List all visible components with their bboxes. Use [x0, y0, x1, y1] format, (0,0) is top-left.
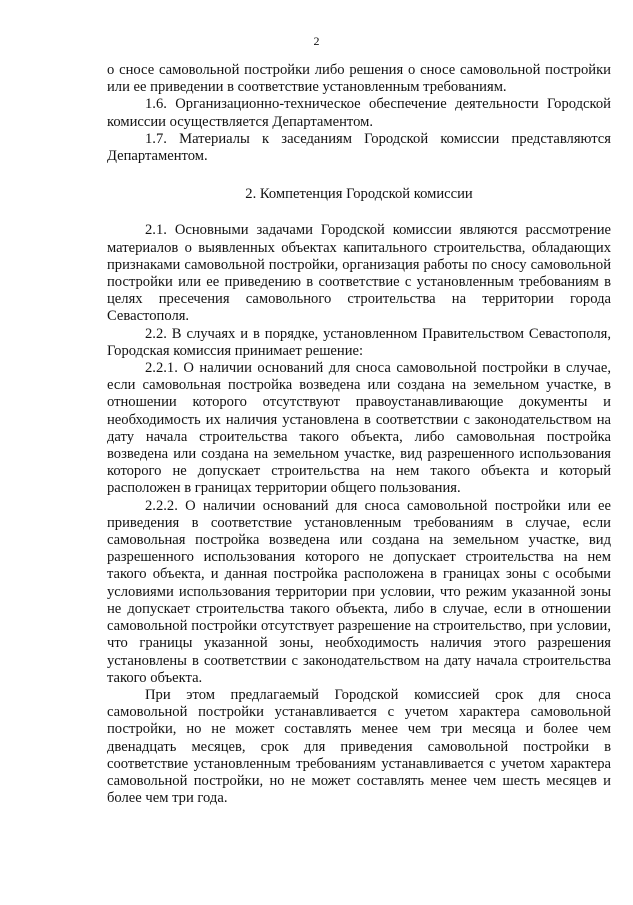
paragraph-2-1: 2.1. Основными задачами Городской комиссии являются рассмотрение материалов о выявленных объектах капитального строительства, обладающих признаками самовольной постройки, организация работы по сносу самовольной постройки или ее приведению в соответствие с установленным требованиям в целях пресечения самовольного строительства на территории города Севастополя. [107, 222, 611, 325]
paragraph-1-7: 1.7. Материалы к заседаниям Городской комиссии представляются Департаментом. [107, 130, 611, 165]
paragraph-1-6: 1.6. Организационно-техническое обеспечение деятельности Городской комиссии осуществляется Департаментом. [107, 96, 611, 130]
paragraph-term: При этом предлагаемый Городской комиссией срок для сноса самовольной постройки устанавливается с учетом характера самовольной постройки, но не может составлять менее чем три месяца и более чем двенадцать месяцев, срок для приведения самовольной постройки в соответствие установленным требованиям устанавливается с учетом характера самовольной постройки, но не может составлять менее чем шесть месяцев и более чем три года. [107, 686, 611, 807]
paragraph-continuation: о сносе самовольной постройки либо решения о сносе самовольной постройки или ее приведении в соответствие установленным требованиям. [107, 62, 611, 96]
page-number: 2 [313, 34, 320, 48]
paragraph-2-2: 2.2. В случаях и в порядке, установленном Правительством Севастополя, Городская комиссия принимает решение: [107, 325, 611, 359]
paragraph-2-2-2: 2.2.2. О наличии оснований для сноса самовольной постройки или ее приведения в соответствие установленным требованиям в случае, если самовольная постройка возведена или создана на земельном участке, вид разрешенного использования которого не допускает строительства на нем такого объекта, и данная постройка расположена в границах зоны с особыми условиями использования территории при условии, что режим указанной зоны не допускает строительства такого объекта, либо в случае, если в отношении самовольной постройки отсутствует разрешение на строительство, при условии, что границы указанной зоны, необходимость наличия этого разрешения установлены в соответствии с законодательством на дату начала строительства такого объекта. [107, 497, 611, 686]
document-body [107, 62, 611, 807]
section-heading: 2. Компетенция Городской комиссии [245, 186, 473, 203]
paragraph-2-2-1: 2.2.1. О наличии оснований для сноса самовольной постройки в случае, если самовольная постройка возведена или создана на земельном участке, в отношении которого отсутствуют правоустанавливающие документы и необходимость их наличия установлена в соответствии с законодательством на дату начала строительства такого объекта, либо самовольная постройка возведена или создана на земельном участке, вид разрешенного использования которого не допускает строительства на нем такого объекта и который расположен в границах территории общего пользования. [107, 360, 611, 497]
